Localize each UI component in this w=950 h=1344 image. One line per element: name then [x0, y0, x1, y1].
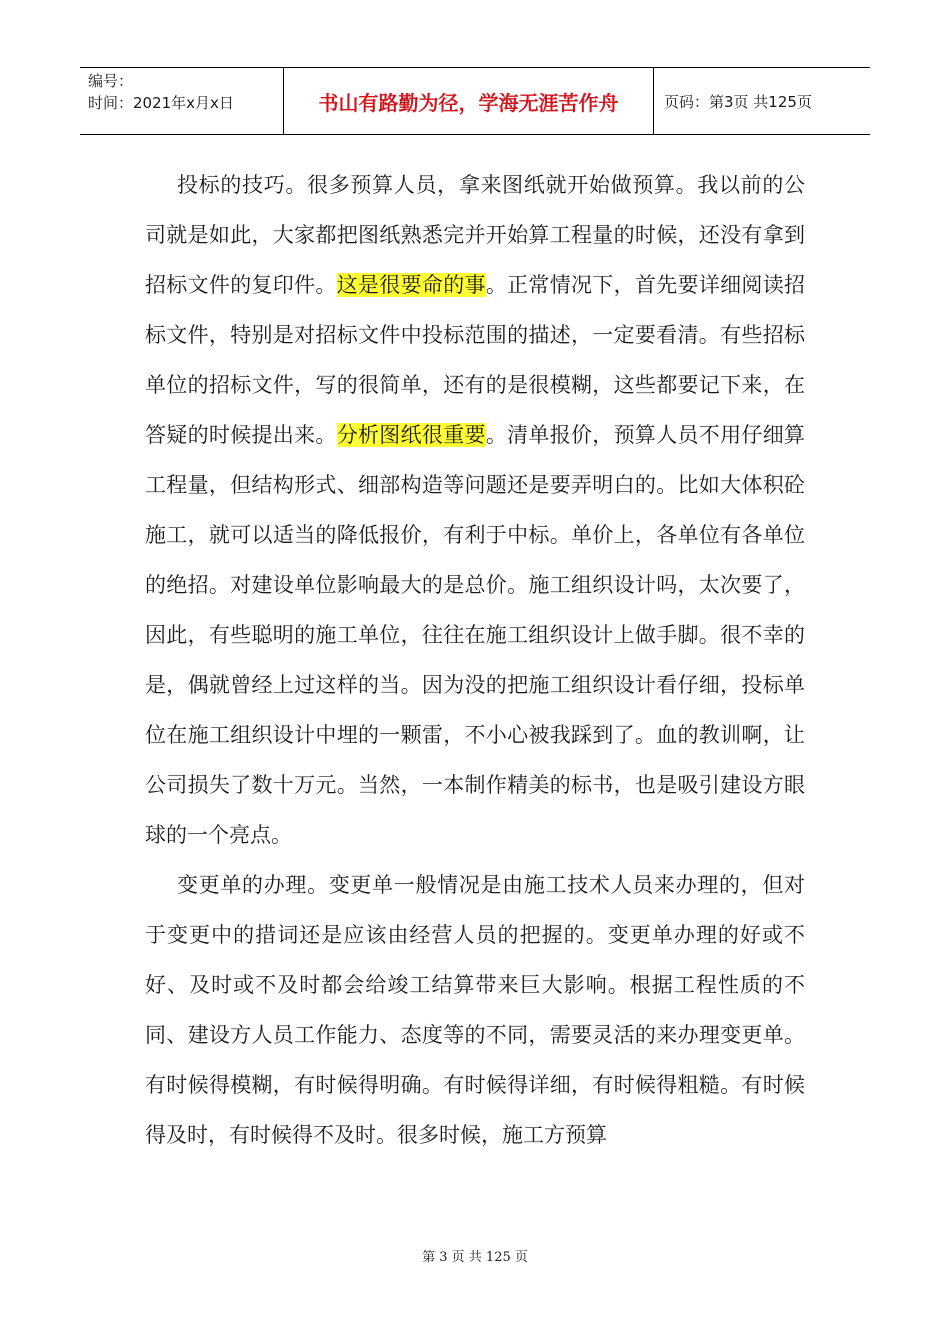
header-meta: [80, 68, 284, 134]
page-footer: 第 3 页 共 125 页: [422, 1250, 528, 1265]
header-page-info: 页码：第3页 共125页: [664, 92, 812, 111]
document-time-label: 时间：2021年x月x日: [88, 94, 234, 112]
paragraph-change-order: 变更单的办理。变更单一般情况是由施工技术人员来办理的，但对于变更中的措词还是应该由经营人员的把握的。变更单办理的好或不好、及时或不及时都会给竣工结算带来巨大影响。根据工程性质的不同、建设方人员工作能力、态度等的不同，需要灵活的来办理变更单。有时候得模糊，有时候得明确。有时候得详细，有时候得粗糙。有时候得及时，有时候得不及时。很多时候，施工方预算: [145, 873, 805, 1147]
paragraph-text: 投标的技巧。很多预算人员，拿来图纸就开始做预算。我以前的公司就是如此，大家都把图纸熟悉完并开始算工程量的时候，还没有拿到招标文件的复印件。: [145, 173, 805, 297]
paragraph-text: 。正常情况下，首先要详细阅读招标文件，特别是对招标文件中投标范围的描述，一定要看清。有些招标单位的招标文件，写的很简单，还有的是很模糊，这些都要记下来，在答疑的时候提出来。: [145, 273, 806, 447]
header-motto: 书山有路勤为径，学海无涯苦作舟: [284, 68, 654, 134]
highlighted-text: 这是很要命的事: [336, 273, 486, 297]
document-number-label: 编号：: [88, 72, 134, 90]
paragraph-text: 。清单报价，预算人员不用仔细算工程量，但结构形式、细部构造等问题还是要弄明白的。比如大体积砼施工，就可以适当的降低报价，有利于中标。单价上，各单位有各单位的绝招。对建设单位影响最大的是总价。施工组织设计吗，太次要了，因此，有些聪明的施工单位，往往在施工组织设计上做手脚。很不幸的是，偶就曾经上过这样的当。因为没的把施工组织设计看仔细，投标单位在施工组织设计中埋的一颗雷，不小心被我踩到了。血的教训啊，让公司损失了数十万元。当然，一本制作精美的标书，也是吸引建设方眼球的一个亮点。: [145, 423, 806, 847]
document-body: [145, 160, 805, 1160]
page-header: [80, 67, 870, 135]
highlighted-text: 分析图纸很重要: [336, 423, 486, 447]
paragraph-bidding-tips: [145, 160, 805, 860]
